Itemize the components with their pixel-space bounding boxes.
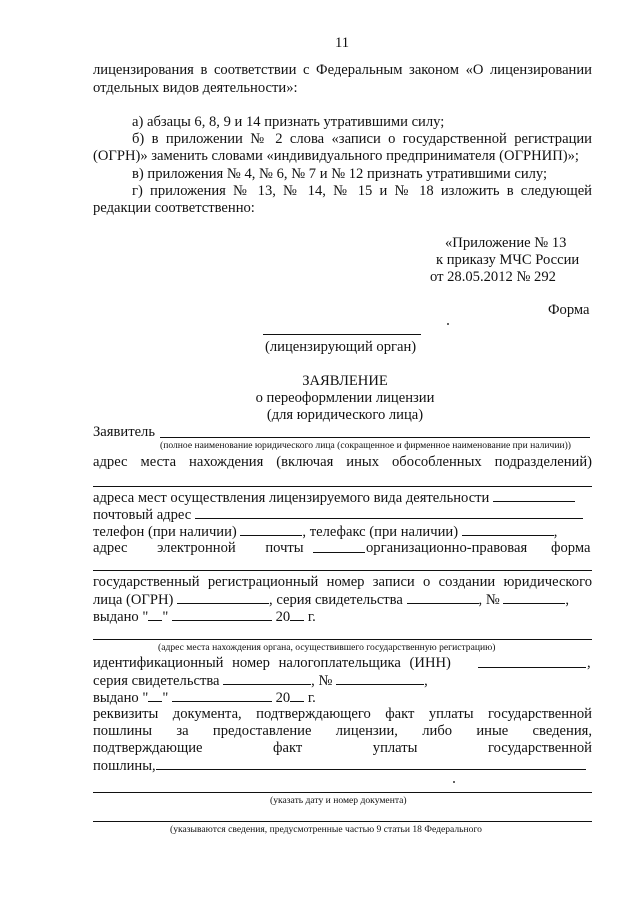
cert-series-field[interactable] xyxy=(407,591,479,604)
cert2-number-field[interactable] xyxy=(336,672,424,685)
item-a: а) абзацы 6, 8, 9 и 14 признать утратившими силу; xyxy=(132,114,445,130)
email-org-line[interactable] xyxy=(93,570,592,571)
location-line[interactable] xyxy=(93,486,592,487)
fee-line-3: подтверждающие факт уплаты государственной xyxy=(93,740,592,756)
appendix-line-1: «Приложение № 13 xyxy=(445,235,567,251)
phone-field[interactable] xyxy=(240,523,302,536)
issued-day-field[interactable] xyxy=(148,608,162,621)
reg-address-line[interactable] xyxy=(93,639,592,640)
fee-line-1: реквизиты документа, подтверждающего факт уплаты государственной xyxy=(93,706,592,722)
postal-field[interactable] xyxy=(195,506,583,519)
activity-addresses-label: адреса мест осуществления лицензируемого вида деятельности xyxy=(93,489,575,507)
fee-line-4: пошлины, xyxy=(93,757,586,775)
fee-field[interactable] xyxy=(156,757,586,770)
intro-line-1: лицензирования в соответствии с Федеральным законом «О лицензировании xyxy=(93,62,592,78)
doc-line[interactable] xyxy=(93,792,592,793)
doc-hint: (указать дату и номер документа) xyxy=(270,795,407,806)
cert2-series-field[interactable] xyxy=(223,672,311,685)
appendix-line-2: к приказу МЧС России xyxy=(436,252,580,268)
email-field[interactable] xyxy=(313,540,365,553)
issued2-month-field[interactable] xyxy=(172,689,272,702)
applicant-line[interactable] xyxy=(160,437,590,438)
fee-line-2: пошлины за предоставление лицензии, либо иные сведения, xyxy=(93,723,592,739)
inn-field[interactable] xyxy=(478,655,586,668)
speck xyxy=(453,781,455,783)
item-g-line-2: редакции соответственно: xyxy=(93,200,255,216)
cert-number-field[interactable] xyxy=(503,591,565,604)
issued2-row: выдано " " 20 г. xyxy=(93,690,316,706)
ogrn-line-1: государственный регистрационный номер записи о создании юридического xyxy=(93,574,592,590)
activity-addresses-field[interactable] xyxy=(493,489,575,502)
postal-label: почтовый адрес xyxy=(93,506,583,524)
item-b-line-1: б) в приложении № 2 слова «записи о государственной регистрации xyxy=(132,131,592,147)
appendix-line-3: от 28.05.2012 № 292 xyxy=(430,269,556,285)
reg-address-hint: (адрес места нахождения органа, осуществившего государственную регистрацию) xyxy=(158,642,496,653)
form-label: Форма xyxy=(548,302,590,318)
item-b-line-2: (ОГРН)» заменить словами «индивидуального предпринимателя (ОГРНИП)»; xyxy=(93,148,579,164)
page-number: 11 xyxy=(335,35,350,51)
intro-line-2: отдельных видов деятельности»: xyxy=(93,80,298,96)
licensing-body-label: (лицензирующий орган) xyxy=(265,339,417,355)
issued-month-field[interactable] xyxy=(172,608,272,621)
ogrn-field[interactable] xyxy=(177,591,269,604)
cert-row: серия свидетельства , № , xyxy=(93,673,428,689)
location-label: адрес места нахождения (включая иных обособленных подразделений) xyxy=(93,454,592,470)
licensing-body-line xyxy=(263,334,421,335)
final-line[interactable] xyxy=(93,821,592,822)
document-page: 11 лицензирования в соответствии с Федеральным законом «О лицензировании отдельных видов деятельности»: а) абзацы 6, 8, 9 и 14 признать утратившими силу; б) в приложении № 2 слова «записи о государственной регистрации (ОГРН)» заменить словами «индивидуального предпринимателя (ОГРНИП)»; в) приложения № 4, № 6, № 7 и № 12 признать утратившими силу; г) приложения № 13, № 14, № 15 и № 18 изложить в следующей редакции соответственно: «Приложение № 13 к приказу МЧС России от 28.05.2012 № 292 Форма (лицензирующий орган) ЗАЯВЛЕНИЕ о переоформлении лицензии (для юридического лица) Заявитель (полное наименование юридического лица (сокращенное и фирменное наименование при наличии)) адрес места нахождения (включая иных обособленных подразделений) адреса мест осуществления лицензируемого вида деятельности почтовый адрес телефон (при наличии) , телефакс (при наличии) , адрес электронной почты организационно-правовая форма государственный регистрационный номер записи о создании юридического лица (ОГРН) , серия свидетельства , № , выдано " " 20 г. (адрес места нахождения органа, осуществившего государственную регистрацию) идентификационный номер налогоплательщика (ИНН) , серия свидетельства , № , выдано " " 20 г. реквизиты документа, подтверждающего факт уплаты государственной пошлины за предоставление лицензии, либо иные сведения, подтверждающие факт уплаты государственной пошлины, (указать дату и номер документа) (указываются сведения, предусмотренные частью 9 статьи 18 Федерального xyxy=(0,0,640,905)
issued2-year-field[interactable] xyxy=(290,689,304,702)
item-v: в) приложения № 4, № 6, № 7 и № 12 признать утратившими силу; xyxy=(132,166,548,182)
fax-field[interactable] xyxy=(462,523,554,536)
applicant-label: Заявитель xyxy=(93,424,155,440)
item-g-line-1: г) приложения № 13, № 14, № 15 и № 18 изложить в следующей xyxy=(132,183,592,199)
form-subtitle-1: о переоформлении лицензии xyxy=(255,390,435,406)
applicant-hint: (полное наименование юридического лица (сокращенное и фирменное наименование при наличии)) xyxy=(160,440,572,451)
issued-row: выдано " " 20 г. xyxy=(93,609,316,625)
issued2-day-field[interactable] xyxy=(148,689,162,702)
final-hint: (указываются сведения, предусмотренные частью 9 статьи 18 Федерального xyxy=(170,824,482,835)
ogrn-line-2: лица (ОГРН) , серия свидетельства , № , xyxy=(93,592,570,608)
form-subtitle-2: (для юридического лица) xyxy=(266,407,424,423)
phone-row: телефон (при наличии) , телефакс (при наличии) , xyxy=(93,524,558,540)
form-title: ЗАЯВЛЕНИЕ xyxy=(302,373,388,389)
speck xyxy=(447,323,449,325)
issued-year-field[interactable] xyxy=(290,608,304,621)
